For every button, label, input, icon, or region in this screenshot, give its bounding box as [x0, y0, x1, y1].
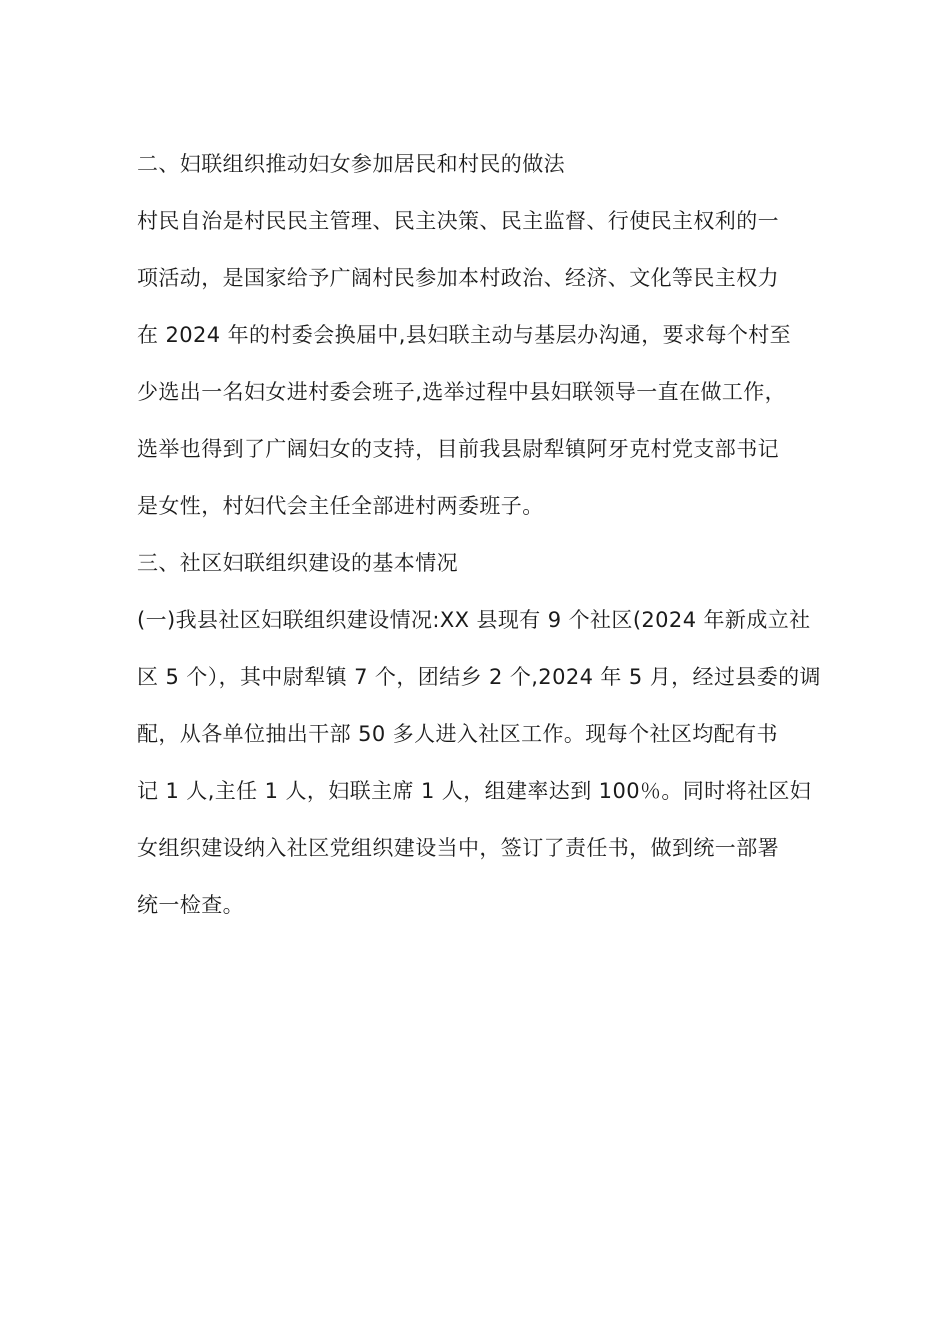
paragraph-community-organization	[137, 592, 821, 934]
paragraph-line: 区 5 个），其中尉犁镇 7 个，团结乡 2 个,2024 年 5 月，经过县委的调	[137, 665, 821, 689]
section-heading-3: 三、社区妇联组织建设的基本情况	[137, 551, 458, 575]
paragraph-line: 村民自治是村民民主管理、民主决策、民主监督、行使民主权利的一	[137, 209, 779, 233]
paragraph-line: 记 1 人,主任 1 人，妇联主席 1 人，组建率达到 100％。同时将社区妇	[137, 779, 812, 803]
paragraph-line: 女组织建设纳入社区党组织建设当中，签订了责任书，做到统一部署	[137, 836, 779, 860]
paragraph-line: 配，从各单位抽出干部 50 多人进入社区工作。现每个社区均配有书	[137, 722, 778, 746]
paragraph-line: 是女性，村妇代会主任全部进村两委班子。	[137, 494, 544, 518]
paragraph-line: 选举也得到了广阔妇女的支持，目前我县尉犁镇阿牙克村党支部书记	[137, 437, 779, 461]
paragraph-line: 项活动，是国家给予广阔村民参加本村政治、经济、文化等民主权力	[137, 266, 779, 290]
paragraph-line: (一)我县社区妇联组织建设情况:XX 县现有 9 个社区(2024 年新成立社	[137, 608, 811, 632]
paragraph-line: 在 2024 年的村委会换届中,县妇联主动与基层办沟通，要求每个村至	[137, 323, 792, 347]
paragraph-village-autonomy	[137, 193, 817, 535]
paragraph-line: 统一检查。	[137, 893, 244, 917]
paragraph-line: 少选出一名妇女进村委会班子,选举过程中县妇联领导一直在做工作，	[137, 380, 787, 404]
section-heading-2: 二、妇联组织推动妇女参加居民和村民的做法	[137, 152, 565, 176]
document-body	[137, 136, 821, 934]
